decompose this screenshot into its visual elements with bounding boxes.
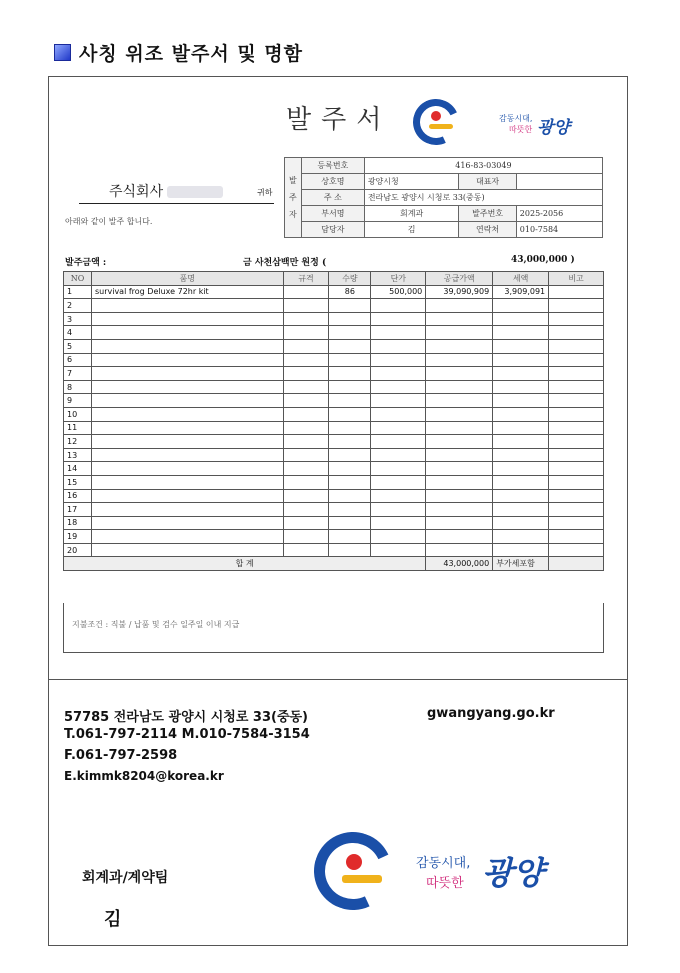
row-number: 11 [64, 421, 92, 435]
item-name [91, 462, 283, 476]
item-supply [426, 462, 493, 476]
item-qty [329, 394, 371, 408]
issuer-side-label: 발 주 자 [285, 158, 302, 238]
row-number: 15 [64, 475, 92, 489]
item-note [549, 407, 604, 421]
table-row [64, 503, 604, 517]
addressee-suffix: 귀하 [257, 188, 273, 197]
info-label: 주 소 [301, 190, 364, 206]
card-logo-ring-icon [303, 821, 403, 921]
item-note [549, 380, 604, 394]
table-row [64, 367, 604, 381]
info-label: 상호명 [301, 174, 364, 190]
item-tax [493, 380, 549, 394]
item-tax [493, 448, 549, 462]
info-value: 416-83-03049 [364, 158, 602, 174]
row-number: 5 [64, 339, 92, 353]
column-header: NO [64, 272, 92, 286]
item-supply [426, 394, 493, 408]
logo-slogan-bottom: 따뜻한 [509, 125, 533, 134]
logo-red-dot-icon [431, 111, 441, 121]
total-note: 부가세포함 [493, 557, 549, 571]
item-note [549, 394, 604, 408]
logo-city-name: 광양 [537, 118, 570, 138]
logo-slogan-top: 감동시대, [499, 114, 533, 123]
item-qty [329, 503, 371, 517]
supplier-underline [79, 203, 274, 204]
item-note [549, 516, 604, 530]
item-supply [426, 326, 493, 340]
item-note [549, 475, 604, 489]
row-number: 20 [64, 543, 92, 557]
table-row [64, 326, 604, 340]
item-unit-price [371, 380, 426, 394]
total-label: 합 계 [64, 557, 426, 571]
item-note [549, 326, 604, 340]
amount-label: 발주금액 : [65, 258, 107, 268]
item-qty [329, 367, 371, 381]
item-tax [493, 489, 549, 503]
item-qty [329, 380, 371, 394]
item-spec [283, 530, 329, 544]
info-label: 담당자 [301, 222, 364, 238]
item-note [549, 503, 604, 517]
item-note [549, 489, 604, 503]
blue-square-bullet-icon [54, 44, 71, 61]
card-website: gwangyang.go.kr [427, 706, 555, 721]
item-name [91, 394, 283, 408]
item-qty [329, 475, 371, 489]
item-supply [426, 503, 493, 517]
item-unit-price [371, 394, 426, 408]
item-qty [329, 312, 371, 326]
item-unit-price [371, 435, 426, 449]
item-name [91, 326, 283, 340]
column-header: 단가 [371, 272, 426, 286]
card-logo-slogan-top: 감동시대, [416, 856, 471, 871]
card-logo-slogan-bottom: 따뜻한 [426, 876, 464, 891]
document-title: 발주서 [286, 105, 392, 135]
row-number: 3 [64, 312, 92, 326]
item-name [91, 489, 283, 503]
column-header: 세액 [493, 272, 549, 286]
table-row [64, 407, 604, 421]
item-name [91, 380, 283, 394]
items-header-row [64, 272, 604, 286]
column-header: 비고 [549, 272, 604, 286]
amount-value: 43,000,000 ) [511, 255, 575, 265]
items-body [64, 285, 604, 557]
item-supply [426, 475, 493, 489]
item-name [91, 530, 283, 544]
row-number: 13 [64, 448, 92, 462]
card-person-name: 김 [104, 909, 122, 930]
row-number: 4 [64, 326, 92, 340]
info-value [516, 174, 602, 190]
row-number: 1 [64, 285, 92, 299]
item-spec [283, 543, 329, 557]
item-unit-price [371, 367, 426, 381]
item-note [549, 435, 604, 449]
table-row [64, 312, 604, 326]
item-spec [283, 407, 329, 421]
item-supply [426, 299, 493, 313]
item-spec [283, 489, 329, 503]
item-unit-price [371, 475, 426, 489]
item-name [91, 421, 283, 435]
table-row [64, 489, 604, 503]
item-tax [493, 516, 549, 530]
column-header: 공급가액 [426, 272, 493, 286]
card-department: 회계과/계약팀 [82, 870, 169, 886]
card-logo-city-name: 광양 [482, 854, 544, 892]
item-qty [329, 543, 371, 557]
item-note [549, 530, 604, 544]
table-row [64, 462, 604, 476]
info-value: 2025-2056 [516, 206, 602, 222]
item-qty: 86 [329, 285, 371, 299]
row-number: 6 [64, 353, 92, 367]
item-note [549, 421, 604, 435]
card-fax: F.061-797-2598 [64, 748, 178, 763]
item-supply: 39,090,909 [426, 285, 493, 299]
item-tax [493, 407, 549, 421]
item-note [549, 462, 604, 476]
item-name [91, 516, 283, 530]
item-spec [283, 380, 329, 394]
heading-title: 사칭 위조 발주서 및 명함 [79, 42, 303, 65]
item-tax [493, 326, 549, 340]
info-label: 발주번호 [459, 206, 516, 222]
item-tax [493, 312, 549, 326]
item-tax [493, 299, 549, 313]
table-row [64, 516, 604, 530]
item-unit-price [371, 489, 426, 503]
intro-text: 아래와 같이 발주 합니다. [65, 217, 153, 226]
card-gwangyang-logo [314, 832, 604, 912]
item-name [91, 543, 283, 557]
item-spec [283, 475, 329, 489]
table-row [64, 299, 604, 313]
item-supply [426, 543, 493, 557]
item-supply [426, 421, 493, 435]
item-unit-price [371, 462, 426, 476]
logo-ring-icon [407, 93, 466, 152]
gwangyang-logo [413, 99, 603, 149]
item-name [91, 312, 283, 326]
item-name: survival frog Deluxe 72hr kit [91, 285, 283, 299]
total-row [64, 557, 604, 571]
redacted-block [167, 186, 223, 198]
row-number: 9 [64, 394, 92, 408]
item-qty [329, 530, 371, 544]
row-number: 12 [64, 435, 92, 449]
item-unit-price [371, 326, 426, 340]
row-number: 7 [64, 367, 92, 381]
item-name [91, 448, 283, 462]
column-header: 품명 [91, 272, 283, 286]
card-address: 57785 전라남도 광양시 시청로 33(중동) [64, 710, 309, 725]
evidence-frame [48, 76, 628, 946]
item-supply [426, 530, 493, 544]
issuer-info-table [284, 157, 603, 238]
info-label: 등록번호 [301, 158, 364, 174]
item-spec [283, 448, 329, 462]
item-tax [493, 435, 549, 449]
item-unit-price [371, 312, 426, 326]
item-tax [493, 543, 549, 557]
item-name [91, 339, 283, 353]
item-spec [283, 421, 329, 435]
info-value: 회계과 [364, 206, 459, 222]
item-unit-price [371, 339, 426, 353]
item-supply [426, 489, 493, 503]
info-label: 대표자 [459, 174, 516, 190]
table-row [64, 285, 604, 299]
item-name [91, 503, 283, 517]
item-supply [426, 380, 493, 394]
item-spec [283, 353, 329, 367]
info-value: 광양시청 [364, 174, 459, 190]
item-note [549, 353, 604, 367]
item-spec [283, 339, 329, 353]
item-tax: 3,909,091 [493, 285, 549, 299]
item-unit-price [371, 353, 426, 367]
table-row [64, 394, 604, 408]
item-qty [329, 435, 371, 449]
item-spec [283, 394, 329, 408]
row-number: 2 [64, 299, 92, 313]
table-row [64, 353, 604, 367]
item-qty [329, 339, 371, 353]
item-unit-price [371, 421, 426, 435]
item-tax [493, 475, 549, 489]
table-row [64, 530, 604, 544]
item-unit-price [371, 516, 426, 530]
item-spec [283, 367, 329, 381]
item-unit-price [371, 530, 426, 544]
card-phones: T.061-797-2114 M.010-7584-3154 [64, 727, 310, 742]
amount-korean: 금 사천삼백만 원정 ( [243, 258, 327, 268]
item-supply [426, 353, 493, 367]
table-row [64, 435, 604, 449]
row-number: 8 [64, 380, 92, 394]
order-items-table [63, 271, 604, 571]
item-name [91, 475, 283, 489]
item-note [549, 448, 604, 462]
column-header: 규격 [283, 272, 329, 286]
item-supply [426, 435, 493, 449]
row-number: 17 [64, 503, 92, 517]
table-row [64, 421, 604, 435]
item-spec [283, 299, 329, 313]
info-value: 010-7584 [516, 222, 602, 238]
item-qty [329, 326, 371, 340]
total-amount: 43,000,000 [426, 557, 493, 571]
item-supply [426, 367, 493, 381]
payment-terms: 지불조건 : 직불 / 납품 및 검수 일주일 이내 지급 [63, 603, 604, 653]
item-qty [329, 462, 371, 476]
item-unit-price [371, 407, 426, 421]
purchase-order-document [61, 89, 603, 654]
item-tax [493, 462, 549, 476]
item-note [549, 285, 604, 299]
item-supply [426, 407, 493, 421]
item-note [549, 339, 604, 353]
item-supply [426, 312, 493, 326]
table-row [64, 339, 604, 353]
item-name [91, 435, 283, 449]
row-number: 10 [64, 407, 92, 421]
item-spec [283, 503, 329, 517]
table-row [64, 475, 604, 489]
info-value: 전라남도 광양시 시청로 33(중동) [364, 190, 602, 206]
row-number: 16 [64, 489, 92, 503]
item-unit-price [371, 503, 426, 517]
card-logo-red-dot-icon [346, 854, 362, 870]
row-number: 19 [64, 530, 92, 544]
item-tax [493, 421, 549, 435]
item-qty [329, 353, 371, 367]
item-spec [283, 435, 329, 449]
item-spec [283, 516, 329, 530]
table-row [64, 448, 604, 462]
info-label: 연락처 [459, 222, 516, 238]
item-note [549, 367, 604, 381]
item-name [91, 407, 283, 421]
table-row [64, 543, 604, 557]
item-spec [283, 312, 329, 326]
item-unit-price [371, 448, 426, 462]
item-tax [493, 530, 549, 544]
item-supply [426, 516, 493, 530]
item-qty [329, 448, 371, 462]
item-note [549, 312, 604, 326]
business-card [49, 680, 627, 946]
table-row [64, 380, 604, 394]
item-supply [426, 448, 493, 462]
item-qty [329, 407, 371, 421]
item-tax [493, 394, 549, 408]
row-number: 18 [64, 516, 92, 530]
item-tax [493, 367, 549, 381]
item-name [91, 299, 283, 313]
item-tax [493, 503, 549, 517]
item-supply [426, 339, 493, 353]
item-qty [329, 421, 371, 435]
item-unit-price [371, 299, 426, 313]
logo-yellow-bar-icon [429, 124, 453, 129]
item-spec [283, 326, 329, 340]
item-unit-price: 500,000 [371, 285, 426, 299]
card-logo-yellow-bar-icon [342, 875, 382, 883]
item-spec [283, 462, 329, 476]
row-number: 14 [64, 462, 92, 476]
info-value: 김 [364, 222, 459, 238]
item-spec [283, 285, 329, 299]
supplier-name: 주식회사 [109, 181, 223, 201]
item-note [549, 543, 604, 557]
card-email: E.kimmk8204@korea.kr [64, 769, 224, 783]
page-heading [54, 40, 303, 64]
item-name [91, 353, 283, 367]
item-qty [329, 489, 371, 503]
item-qty [329, 516, 371, 530]
item-note [549, 299, 604, 313]
item-unit-price [371, 543, 426, 557]
item-name [91, 367, 283, 381]
item-tax [493, 339, 549, 353]
info-label: 부서명 [301, 206, 364, 222]
item-tax [493, 353, 549, 367]
item-qty [329, 299, 371, 313]
column-header: 수량 [329, 272, 371, 286]
